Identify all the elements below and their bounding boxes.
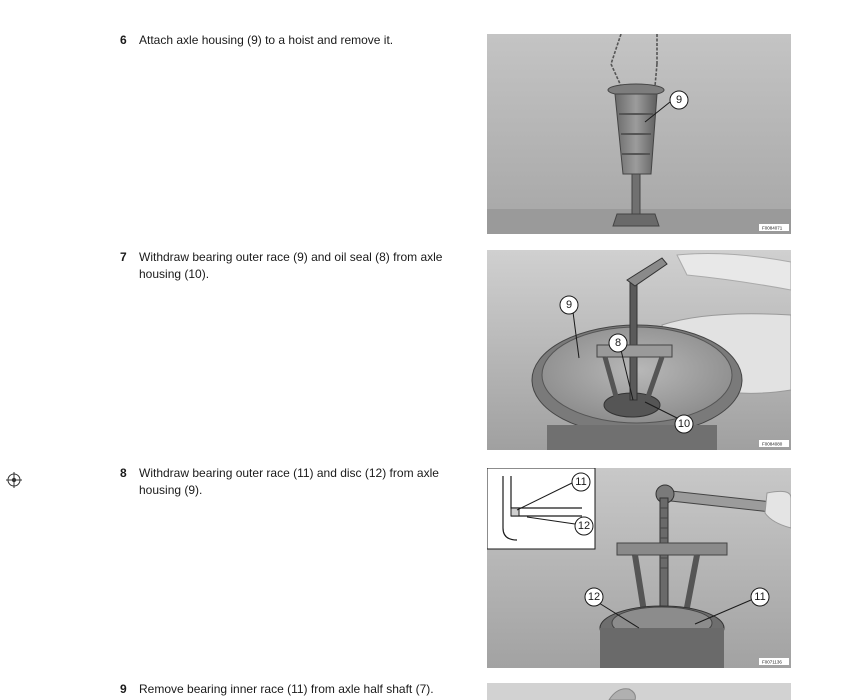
callout-label: 8 [614, 337, 622, 349]
callout-label: 11 [575, 476, 587, 488]
figure-withdraw-outer-race-oil-seal [487, 250, 791, 450]
step-number: 8 [120, 466, 127, 480]
callout-label: 12 [587, 591, 601, 603]
callout-label: 9 [565, 299, 573, 311]
step-text: Withdraw bearing outer race (11) and disc (12) from axle housing (9). [139, 466, 439, 497]
step-text: Withdraw bearing outer race (9) and oil seal (8) from axle housing (10). [139, 250, 443, 281]
figure-remove-inner-race [487, 683, 791, 700]
callout-label: 10 [677, 418, 691, 430]
callout-label: 12 [577, 520, 591, 532]
step-number: 9 [120, 682, 127, 696]
figure-withdraw-outer-race-disc [487, 468, 791, 668]
figure-code: F0084080 [762, 441, 783, 447]
figure-code: F0071136 [762, 659, 782, 665]
callout-label: 11 [754, 591, 766, 603]
step-text: Attach axle housing (9) to a hoist and remove it. [139, 33, 394, 47]
callout-label: 9 [675, 94, 683, 106]
step-number: 6 [120, 33, 127, 47]
step-number: 7 [120, 250, 127, 264]
registration-mark-icon [6, 472, 22, 488]
photo-background [487, 683, 791, 700]
figure-axle-housing-hoist [487, 34, 791, 234]
figure-code: F0084071 [762, 225, 783, 231]
step-text: Remove bearing inner race (11) from axle half shaft (7). [139, 682, 434, 696]
